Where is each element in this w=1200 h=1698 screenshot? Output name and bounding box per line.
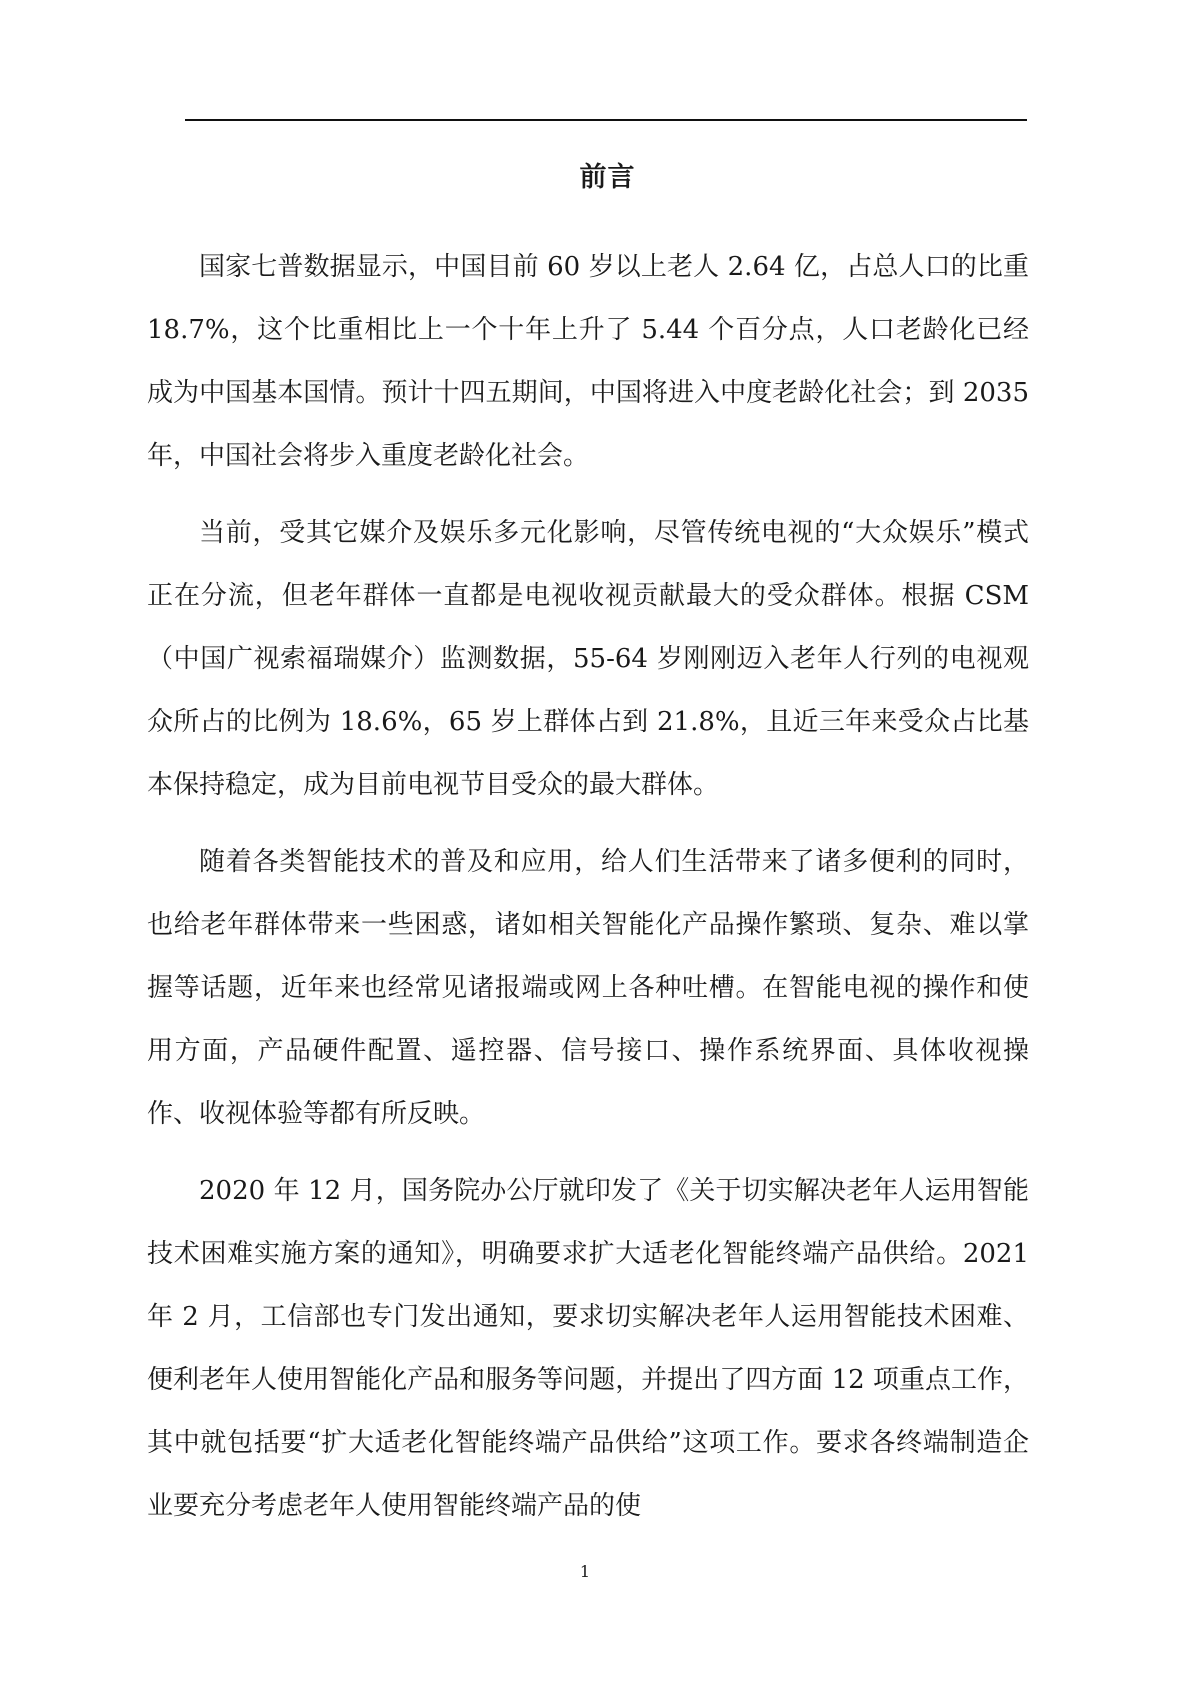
page-title: 前言 bbox=[579, 162, 636, 193]
page-number: 1 bbox=[579, 1562, 591, 1581]
paragraph-aging-statistics: 国家七普数据显示，中国目前 60 岁以上老人 2.64 亿，占总人口的比重 18.7%，这个比重相比上一个十年上升了 5.44 个百分点，人口老龄化已经成为中国基本国情。预计十四五期间，中国将进入中度老龄化社会；到 2035 年，中国社会将步入重度老龄化社会。 bbox=[147, 252, 1029, 471]
paragraph-smart-tech-difficulties: 随着各类智能技术的普及和应用，给人们生活带来了诸多便利的同时，也给老年群体带来一些困惑，诸如相关智能化产品操作繁琐、复杂、难以掌握等话题，近年来也经常见诸报端或网上各种吐槽。在智能电视的操作和使用方面，产品硬件配置、遥控器、信号接口、操作系统界面、具体收视操作、收视体验等都有所反映。 bbox=[147, 847, 1029, 1129]
header-rule bbox=[185, 119, 1027, 121]
paragraph-policy-notices: 2020 年 12 月，国务院办公厅就印发了《关于切实解决老年人运用智能技术困难实施方案的通知》，明确要求扩大适老化智能终端产品供给。2021 年 2 月，工信部也专门发出通知，要求切实解决老年人运用智能技术困难、便利老年人使用智能化产品和服务等问题，并提出了四方面 12 项重点工作，其中就包括要“扩大适老化智能终端产品供给”这项工作。要求各终端制造企业要充分考虑老年人使用智能终端产品的使 bbox=[147, 1176, 1029, 1521]
body-text bbox=[147, 236, 1029, 1552]
paragraph-tv-audience: 当前，受其它媒介及娱乐多元化影响，尽管传统电视的“大众娱乐”模式正在分流，但老年群体一直都是电视收视贡献最大的受众群体。根据 CSM（中国广视索福瑞媒介）监测数据，55-64 岁刚刚迈入老年人行列的电视观众所占的比例为 18.6%，65 岁上群体占到 21.8%，且近三年来受众占比基本保持稳定，成为目前电视节目受众的最大群体。 bbox=[147, 518, 1029, 800]
